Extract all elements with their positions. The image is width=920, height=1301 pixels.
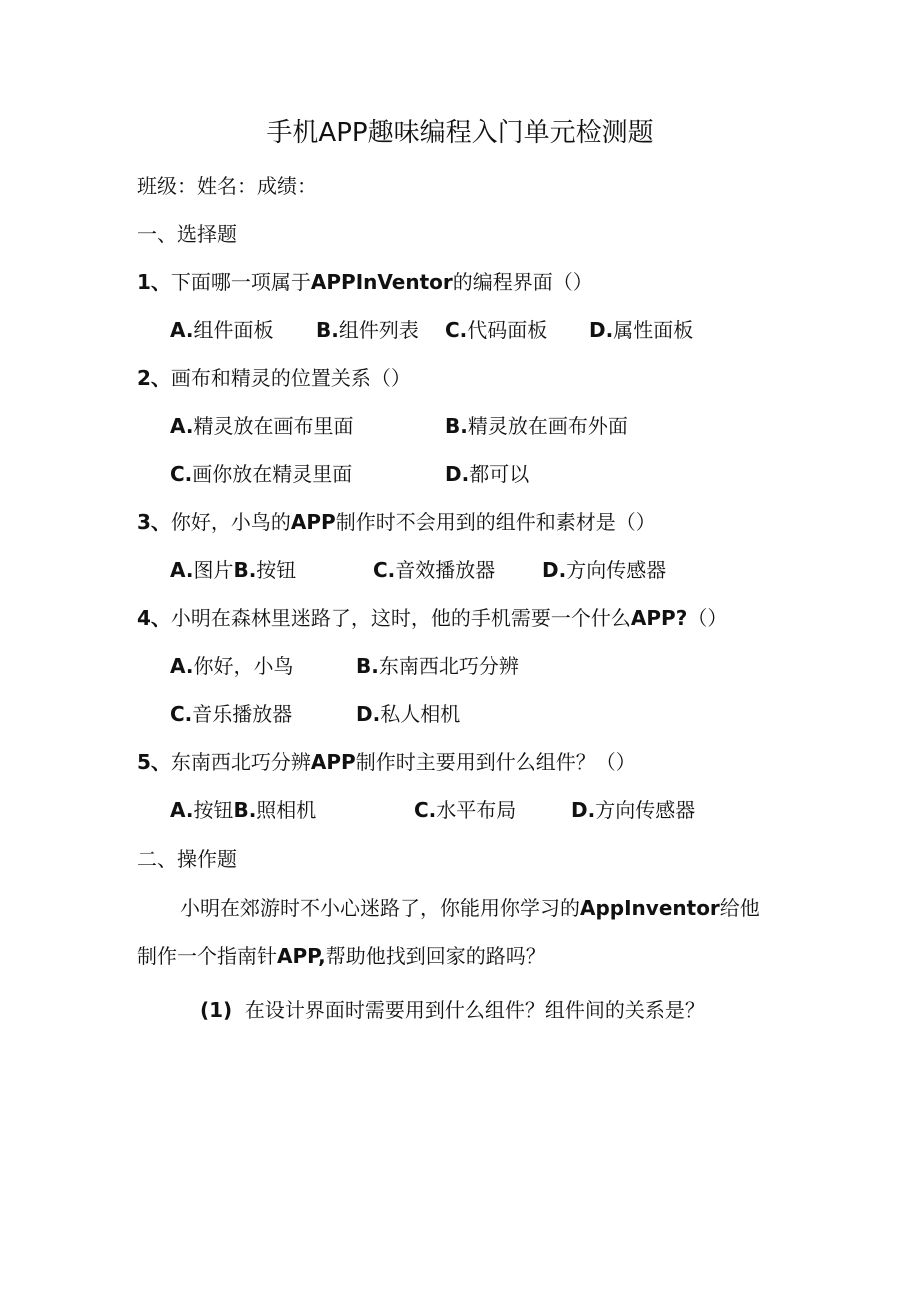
section-heading-operation: 二、操作题 <box>137 847 237 871</box>
question-text-end: 制作时不会用到的组件和素材是（） <box>335 510 656 534</box>
q4-option-c: C.音乐播放器 <box>170 702 293 726</box>
q1-option-a: A.组件面板 <box>170 318 274 342</box>
q2-option-a: A.精灵放在画布里面 <box>170 414 354 438</box>
q1-option-c: C.代码面板 <box>445 318 548 342</box>
sub-question-text: 在设计界面时需要用到什么组件？组件间的关系是？ <box>244 998 705 1022</box>
question-4 <box>137 608 727 628</box>
q2-option-c: C.画你放在精灵里面 <box>170 462 353 486</box>
sub-question-number: (1) <box>200 998 233 1022</box>
q4-option-b: B.东南西北巧分辨 <box>356 654 519 678</box>
question-number: 4、 <box>137 606 171 630</box>
question-keyword: APPInVentor <box>310 270 453 294</box>
q4-option-a: A.你好，小鸟 <box>170 654 294 678</box>
q4-option-d: D.私人相机 <box>356 702 461 726</box>
question-text-end: （） <box>687 606 728 630</box>
q3-option-ab: A.图片B.按钮 <box>170 558 297 582</box>
page-title: 手机APP趣味编程入门单元检测题 <box>266 118 654 148</box>
section-heading-choice: 一、选择题 <box>137 222 237 246</box>
q5-option-c: C.水平布局 <box>414 798 517 822</box>
q3-option-c: C.音效播放器 <box>373 558 496 582</box>
question-1 <box>137 272 593 292</box>
student-info-line: 班级：姓名：成绩： <box>137 174 317 198</box>
question-text: 下面哪一项属于 <box>170 270 311 294</box>
operation-paragraph-line-2: 制作一个指南针APP,帮助他找到回家的路吗？ <box>137 944 546 968</box>
question-text-end: 的编程界面（） <box>452 270 593 294</box>
question-text: 你好，小鸟的 <box>170 510 291 534</box>
q5-option-ab: A.按钮B.照相机 <box>170 798 317 822</box>
question-keyword: APP <box>290 510 336 534</box>
sub-question-1 <box>200 1000 705 1020</box>
question-number: 3、 <box>137 510 171 534</box>
question-text-end: 制作时主要用到什么组件？（） <box>355 750 636 774</box>
q1-option-d: D.属性面板 <box>589 318 694 342</box>
question-keyword: APP? <box>630 606 688 630</box>
question-number: 5、 <box>137 750 171 774</box>
q5-option-d: D.方向传感器 <box>571 798 696 822</box>
question-3 <box>137 512 656 532</box>
q2-option-b: B.精灵放在画布外面 <box>445 414 628 438</box>
question-5 <box>137 752 636 772</box>
question-number: 2、 <box>137 366 171 390</box>
question-text: 东南西北巧分辨 <box>170 750 311 774</box>
operation-paragraph-line-1: 小明在郊游时不小心迷路了，你能用你学习的AppInventor给他 <box>180 896 760 920</box>
q2-option-d: D.都可以 <box>445 462 530 486</box>
question-text: 小明在森林里迷路了，这时，他的手机需要一个什么 <box>170 606 631 630</box>
question-number: 1、 <box>137 270 171 294</box>
question-text: 画布和精灵的位置关系（） <box>170 366 411 390</box>
question-2 <box>137 368 411 388</box>
q1-option-b: B.组件列表 <box>316 318 419 342</box>
q3-option-d: D.方向传感器 <box>542 558 667 582</box>
question-keyword: APP <box>310 750 356 774</box>
